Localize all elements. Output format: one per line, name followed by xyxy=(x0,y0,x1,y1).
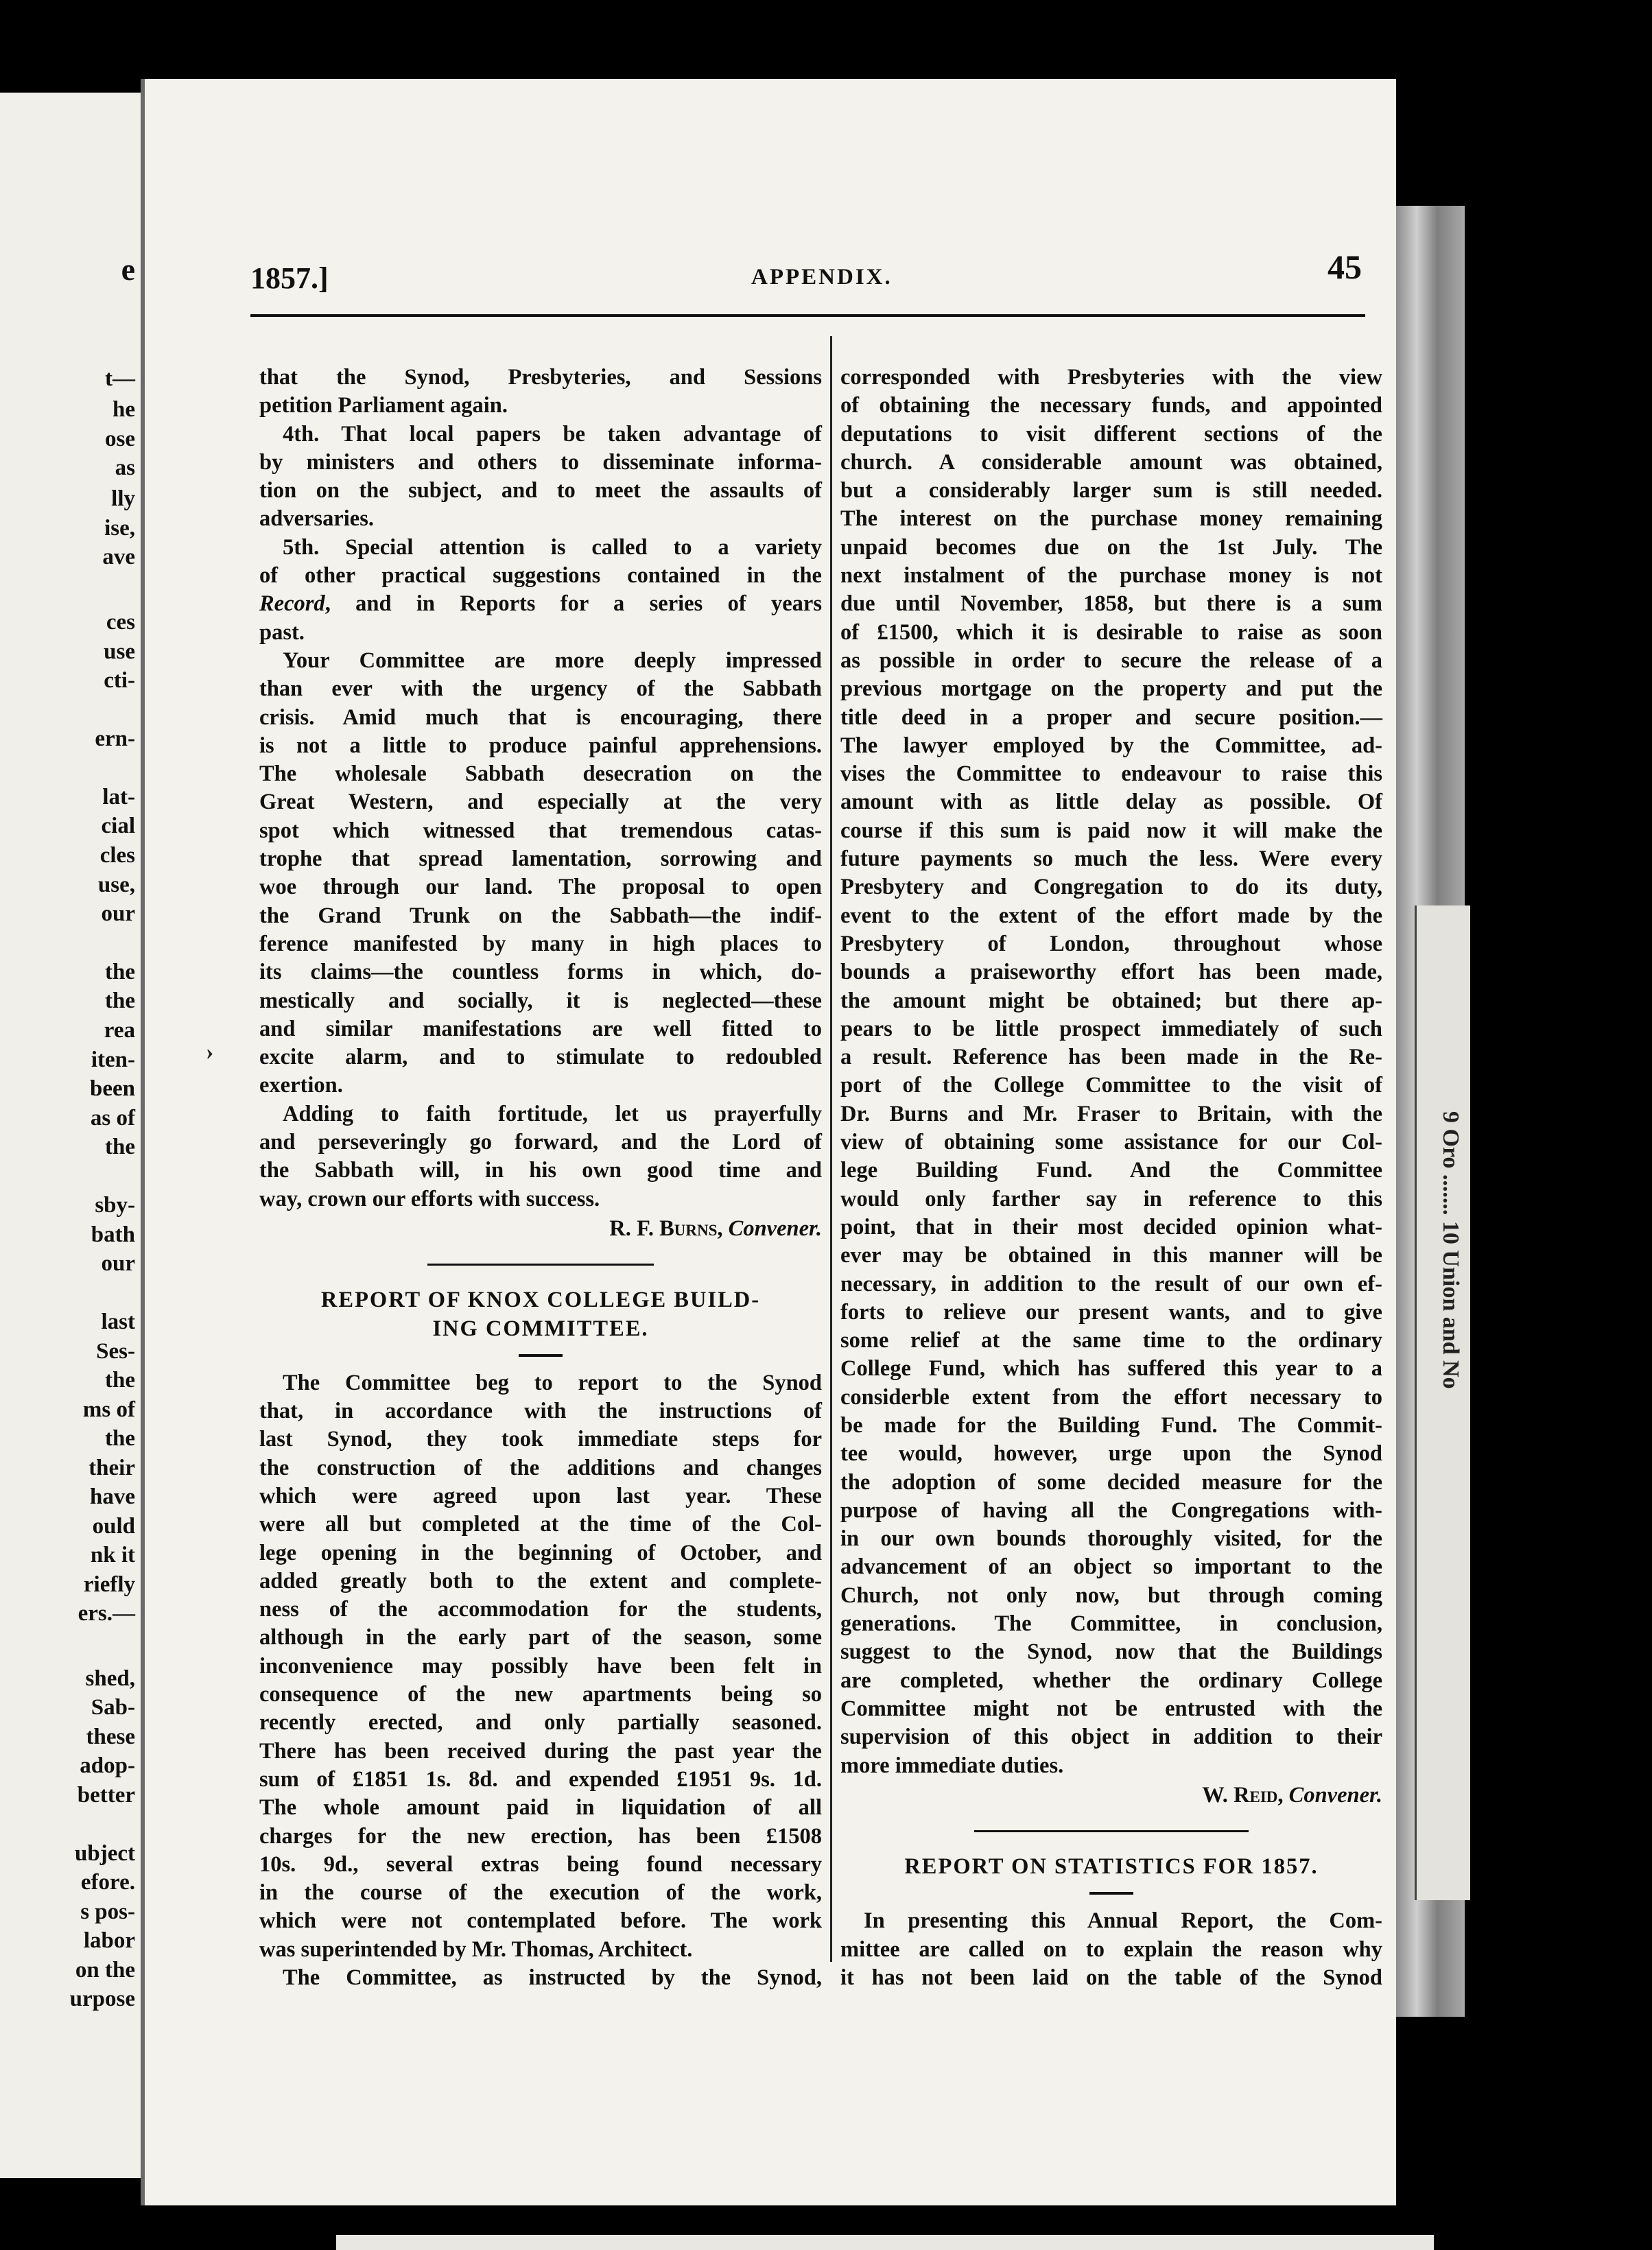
text-line: in our own bounds thoroughly visited, for the xyxy=(840,1526,1382,1552)
left-page-text-fragment: the xyxy=(105,1426,135,1451)
text-line: mestically and socially, it is neglected—these xyxy=(259,988,822,1013)
text-line: the Grand Trunk on the Sabbath—the indif- xyxy=(259,903,822,928)
text-line: The wholesale Sabbath desecration on the xyxy=(259,761,822,787)
text-line: lege Building Fund. And the Committee xyxy=(840,1158,1382,1183)
section-heading: REPORT ON STATISTICS FOR 1857. xyxy=(904,1854,1319,1880)
text-line: in the course of the execution of the work, xyxy=(259,1880,822,1906)
text-line: 5th. Special attention is called to a variety xyxy=(283,534,822,560)
text-line: In presenting this Annual Report, the Com- xyxy=(864,1908,1382,1934)
text-line: There has been received during the past year the xyxy=(259,1738,822,1764)
text-line: The lawyer employed by the Committee, ad- xyxy=(840,733,1382,758)
left-page-text-fragment: shed, xyxy=(85,1666,135,1691)
page-number: 45 xyxy=(1328,248,1362,286)
text-line: crisis. Amid much that is encouraging, there xyxy=(259,704,822,730)
text-line: added greatly both to the extent and complete- xyxy=(259,1568,822,1594)
text-line: forts to relieve our present wants, and to give xyxy=(840,1299,1382,1325)
text-line: way, crown our efforts with success. xyxy=(259,1186,600,1211)
text-line: of obtaining the necessary funds, and appointed xyxy=(840,393,1382,418)
text-line: were all but completed at the time of the Col- xyxy=(259,1512,822,1537)
text-line: tion on the subject, and to meet the assaults of xyxy=(259,478,822,504)
text-line: and perseveringly go forward, and the Lord of xyxy=(259,1130,822,1155)
text-line: corresponded with Presbyteries with the view xyxy=(840,365,1382,390)
paragraph xyxy=(259,421,822,534)
paragraph xyxy=(259,1100,822,1213)
text-line: the adoption of some decided measure for the xyxy=(840,1469,1382,1495)
left-page-text-fragment: adop- xyxy=(80,1753,135,1778)
left-page-text-fragment: ise, xyxy=(104,516,135,541)
text-line: recently erected, and only partially seasoned. xyxy=(259,1710,822,1736)
text-line: than ever with the urgency of the Sabbath xyxy=(259,676,822,702)
section-rule xyxy=(974,1830,1249,1832)
left-page-text-fragment: cles xyxy=(99,843,135,868)
text-line: purpose of having all the Congregations with- xyxy=(840,1497,1382,1523)
text-line: although in the early part of the season, some xyxy=(259,1625,822,1650)
text-line: College Fund, which has suffered this year to a xyxy=(840,1356,1382,1382)
left-page-text-fragment: e xyxy=(121,252,135,287)
left-page-text-fragment: better xyxy=(77,1783,135,1808)
text-line: woe through our land. The proposal to open xyxy=(259,875,822,900)
text-line: more immediate duties. xyxy=(840,1753,1064,1778)
left-page-text-fragment: last xyxy=(101,1310,135,1334)
left-page-text-fragment: ces xyxy=(106,610,135,635)
section-heading: REPORT OF KNOX COLLEGE BUILD- xyxy=(320,1288,761,1313)
text-line: of other practical suggestions contained in the xyxy=(259,563,822,589)
text-line: The Committee beg to report to the Synod xyxy=(283,1370,822,1395)
right-column xyxy=(840,364,1382,1992)
left-page-text-fragment: our xyxy=(101,1251,135,1276)
left-page-text-fragment: their xyxy=(88,1456,135,1480)
text-line: previous mortgage on the property and put the xyxy=(840,676,1382,702)
text-line: vises the Committee to endeavour to raise this xyxy=(840,761,1382,787)
text-line: consequence of the new apartments being so xyxy=(259,1682,822,1707)
text-line: inconvenience may possibly have been felt in xyxy=(259,1653,822,1679)
left-page-text-fragment: ubject xyxy=(75,1841,135,1866)
left-page-text-fragment: lat- xyxy=(102,785,135,809)
left-page-text-fragment: use xyxy=(104,639,135,664)
left-page-text-fragment: on the xyxy=(75,1958,135,1982)
left-page-text-fragment: been xyxy=(90,1076,135,1101)
left-page-text-fragment: rea xyxy=(104,1018,135,1043)
left-column xyxy=(259,364,822,1992)
text-line: Committee might not be entrusted with the xyxy=(840,1696,1382,1721)
text-line: charges for the new erection, has been £1508 xyxy=(259,1823,822,1849)
column-divider xyxy=(830,336,832,1962)
left-page-text-fragment: Sab- xyxy=(91,1695,135,1720)
paragraph xyxy=(259,1964,822,1992)
left-page-text-fragment: iten- xyxy=(91,1047,135,1072)
left-page-text-fragment: efore. xyxy=(80,1870,135,1895)
header-title: APPENDIX. xyxy=(751,265,893,289)
text-line: as possible in order to secure the release of a xyxy=(840,648,1382,673)
signature: W. Reid, Convener. xyxy=(1202,1782,1382,1808)
text-line: The interest on the purchase money remaining xyxy=(840,506,1382,532)
section-rule xyxy=(427,1264,654,1266)
text-line: generations. The Committee, in conclusion, xyxy=(840,1611,1382,1637)
left-page-text-fragment: these xyxy=(86,1725,135,1749)
text-line: Dr. Burns and Mr. Fraser to Britain, with the xyxy=(840,1101,1382,1126)
left-page-text-fragment: the xyxy=(105,1368,135,1393)
text-line: Great Western, and especially at the very xyxy=(259,790,822,815)
text-line: the amount might be obtained; but there ap- xyxy=(840,988,1382,1013)
text-line: that the Synod, Presbyteries, and Sessions xyxy=(259,365,822,390)
left-page-text-fragment: ms of xyxy=(82,1397,135,1422)
left-page-text-fragment: ave xyxy=(102,545,135,569)
left-page-text-fragment: s pos- xyxy=(80,1899,135,1924)
text-line: view of obtaining some assistance for our Col- xyxy=(840,1130,1382,1155)
text-line: Presbytery of London, throughout whose xyxy=(840,931,1382,956)
text-line: excite alarm, and to stimulate to redoubled xyxy=(259,1045,822,1070)
text-line: which were agreed upon last year. These xyxy=(259,1483,822,1508)
text-line: but a considerably larger sum is still needed. xyxy=(840,478,1382,504)
left-page-text-fragment: lly xyxy=(111,486,135,511)
text-line: the construction of the additions and changes xyxy=(259,1455,822,1480)
text-line: by ministers and others to disseminate informa- xyxy=(259,449,822,475)
text-line: it has not been laid on the table of the Synod xyxy=(840,1965,1382,1991)
text-line: unpaid becomes due on the 1st July. The xyxy=(840,534,1382,560)
paragraph xyxy=(840,1907,1382,1992)
left-page-fragment xyxy=(0,93,141,2178)
text-line: mittee are called on to explain the reason why xyxy=(840,1937,1382,1962)
header-year: 1857.] xyxy=(250,261,329,295)
signature: R. F. Burns, Convener. xyxy=(609,1216,822,1241)
text-line: which were not contemplated before. The work xyxy=(259,1908,822,1934)
text-line: church. A considerable amount was obtained, xyxy=(840,449,1382,475)
left-page-text-fragment: ern- xyxy=(95,726,135,751)
left-page-text-fragment: cial xyxy=(101,814,135,838)
left-page-text-fragment: t— xyxy=(105,366,135,391)
text-line: be made for the Building Fund. The Commit- xyxy=(840,1412,1382,1438)
text-line: trophe that spread lamentation, sorrowing and xyxy=(259,846,822,872)
left-page-text-fragment: as xyxy=(115,455,135,480)
left-page-text-fragment: cti- xyxy=(104,668,135,693)
text-line: that, in accordance with the instructions of xyxy=(259,1399,822,1424)
text-line: Presbytery and Congregation to do its duty, xyxy=(840,875,1382,900)
text-line: last Synod, they took immediate steps for xyxy=(259,1427,822,1452)
text-line: and similar manifestations are well fitted to xyxy=(259,1016,822,1041)
left-page-text-fragment: have xyxy=(90,1484,135,1509)
text-line: event to the extent of the effort made by the xyxy=(840,903,1382,928)
text-line: supervision of this object in addition to their xyxy=(840,1725,1382,1750)
text-line: Adding to faith fortitude, let us prayerfully xyxy=(283,1101,822,1126)
text-line: of £1500, which it is desirable to raise as soon xyxy=(840,619,1382,645)
text-line: considerble extent from the effort necessary to xyxy=(840,1384,1382,1410)
bottom-strip xyxy=(336,2235,1434,2250)
text-line: lege opening in the beginning of October, and xyxy=(259,1540,822,1565)
text-line: Your Committee are more deeply impressed xyxy=(283,648,822,673)
left-page-text-fragment: our xyxy=(101,901,135,926)
left-page-text-fragment: ose xyxy=(105,427,135,451)
text-line: a result. Reference has been made in the Re- xyxy=(840,1045,1382,1070)
text-line: point, that in their most decided opinion what- xyxy=(840,1214,1382,1240)
text-line: ness of the accommodation for the students, xyxy=(259,1597,822,1622)
text-line: its claims—the countless forms in which, do- xyxy=(259,960,822,985)
text-line: course if this sum is paid now it will make the xyxy=(840,818,1382,843)
text-line: amount with as little delay as possible. Of xyxy=(840,790,1382,815)
left-page-text-fragment: bath xyxy=(91,1222,135,1247)
text-line: 4th. That local papers be taken advantage of xyxy=(283,421,822,447)
text-line: title deed in a proper and secure position.— xyxy=(840,704,1382,730)
left-page-text-fragment: urpose xyxy=(69,1987,135,2011)
text-line: Record, and in Reports for a series of years xyxy=(259,591,822,617)
heading-dash xyxy=(1089,1892,1133,1895)
text-line: would only farther say in reference to this xyxy=(840,1186,1382,1211)
text-line: is not a little to produce painful apprehensions. xyxy=(259,733,822,758)
text-line: adversaries. xyxy=(259,506,374,532)
text-line: next instalment of the purchase money is not xyxy=(840,563,1382,589)
left-page-text-fragment: ers.— xyxy=(78,1601,135,1626)
text-line: due until November, 1858, but there is a sum xyxy=(840,591,1382,617)
text-line: bounds a praiseworthy effort has been made, xyxy=(840,960,1382,985)
paragraph xyxy=(259,364,822,421)
text-line: tee would, however, urge upon the Synod xyxy=(840,1441,1382,1467)
text-line: deputations to visit different sections of the xyxy=(840,421,1382,447)
text-line: some relief at the same time to the ordinary xyxy=(840,1328,1382,1353)
left-page-text-fragment: labor xyxy=(83,1928,135,1953)
left-page-text-fragment: Ses- xyxy=(96,1339,135,1364)
left-page-text-fragment: he xyxy=(113,397,135,422)
left-page-text-fragment: sby- xyxy=(95,1193,135,1218)
header-rule xyxy=(250,314,1365,317)
heading-dash xyxy=(519,1354,563,1357)
paragraph xyxy=(259,647,822,1100)
margin-mark: › xyxy=(206,1039,214,1065)
text-line: future payments so much the less. Were every xyxy=(840,846,1382,872)
paragraph xyxy=(840,364,1382,1780)
left-page-text-fragment: riefly xyxy=(83,1572,135,1597)
text-line: Church, not only now, but through coming xyxy=(840,1583,1382,1608)
paragraph xyxy=(259,534,822,647)
left-page-text-fragment: the xyxy=(105,988,135,1013)
text-line: are completed, whether the ordinary College xyxy=(840,1668,1382,1693)
text-line: past. xyxy=(259,619,305,645)
left-page-text-fragment: ould xyxy=(92,1514,135,1539)
left-page-text-fragment: the xyxy=(105,1135,135,1159)
left-page-text-fragment: as of xyxy=(90,1106,135,1130)
running-header xyxy=(250,248,1376,302)
text-line: sum of £1851 1s. 8d. and expended £1951 9s. 1d. xyxy=(259,1766,822,1792)
text-line: ference manifested by many in high places to xyxy=(259,931,822,956)
text-line: advancement of an object so important to the xyxy=(840,1554,1382,1580)
section-heading-cont: ING COMMITTEE. xyxy=(432,1316,649,1341)
text-line: the Sabbath will, in his own good time and xyxy=(259,1158,822,1183)
text-line: petition Parliament again. xyxy=(259,393,508,418)
text-line: exertion. xyxy=(259,1073,343,1098)
paragraph xyxy=(259,1369,822,1964)
text-line: port of the College Committee to the visit of xyxy=(840,1073,1382,1098)
text-line: The Committee, as instructed by the Synod, xyxy=(283,1965,822,1991)
text-line: necessary, in addition to the result of our own ef- xyxy=(840,1271,1382,1296)
edge-tab-text: 9 Oro ....... 10 Union and No xyxy=(1438,1111,1463,1389)
left-page-text-fragment: nk it xyxy=(90,1543,135,1567)
text-line: 10s. 9d., several extras being found necessary xyxy=(259,1851,822,1877)
text-line: The whole amount paid in liquidation of all xyxy=(259,1795,822,1821)
left-page-text-fragment: the xyxy=(105,960,135,984)
text-line: ever may be obtained in this manner will be xyxy=(840,1243,1382,1268)
text-line: pears to be little prospect immediately of such xyxy=(840,1016,1382,1041)
text-line: was superintended by Mr. Thomas, Architect. xyxy=(259,1937,693,1962)
left-page-text-fragment: use, xyxy=(97,873,135,897)
text-line: spot which witnessed that tremendous catas- xyxy=(259,818,822,843)
text-line: suggest to the Synod, now that the Buildings xyxy=(840,1639,1382,1665)
page-tab-strip xyxy=(1415,905,1470,1900)
